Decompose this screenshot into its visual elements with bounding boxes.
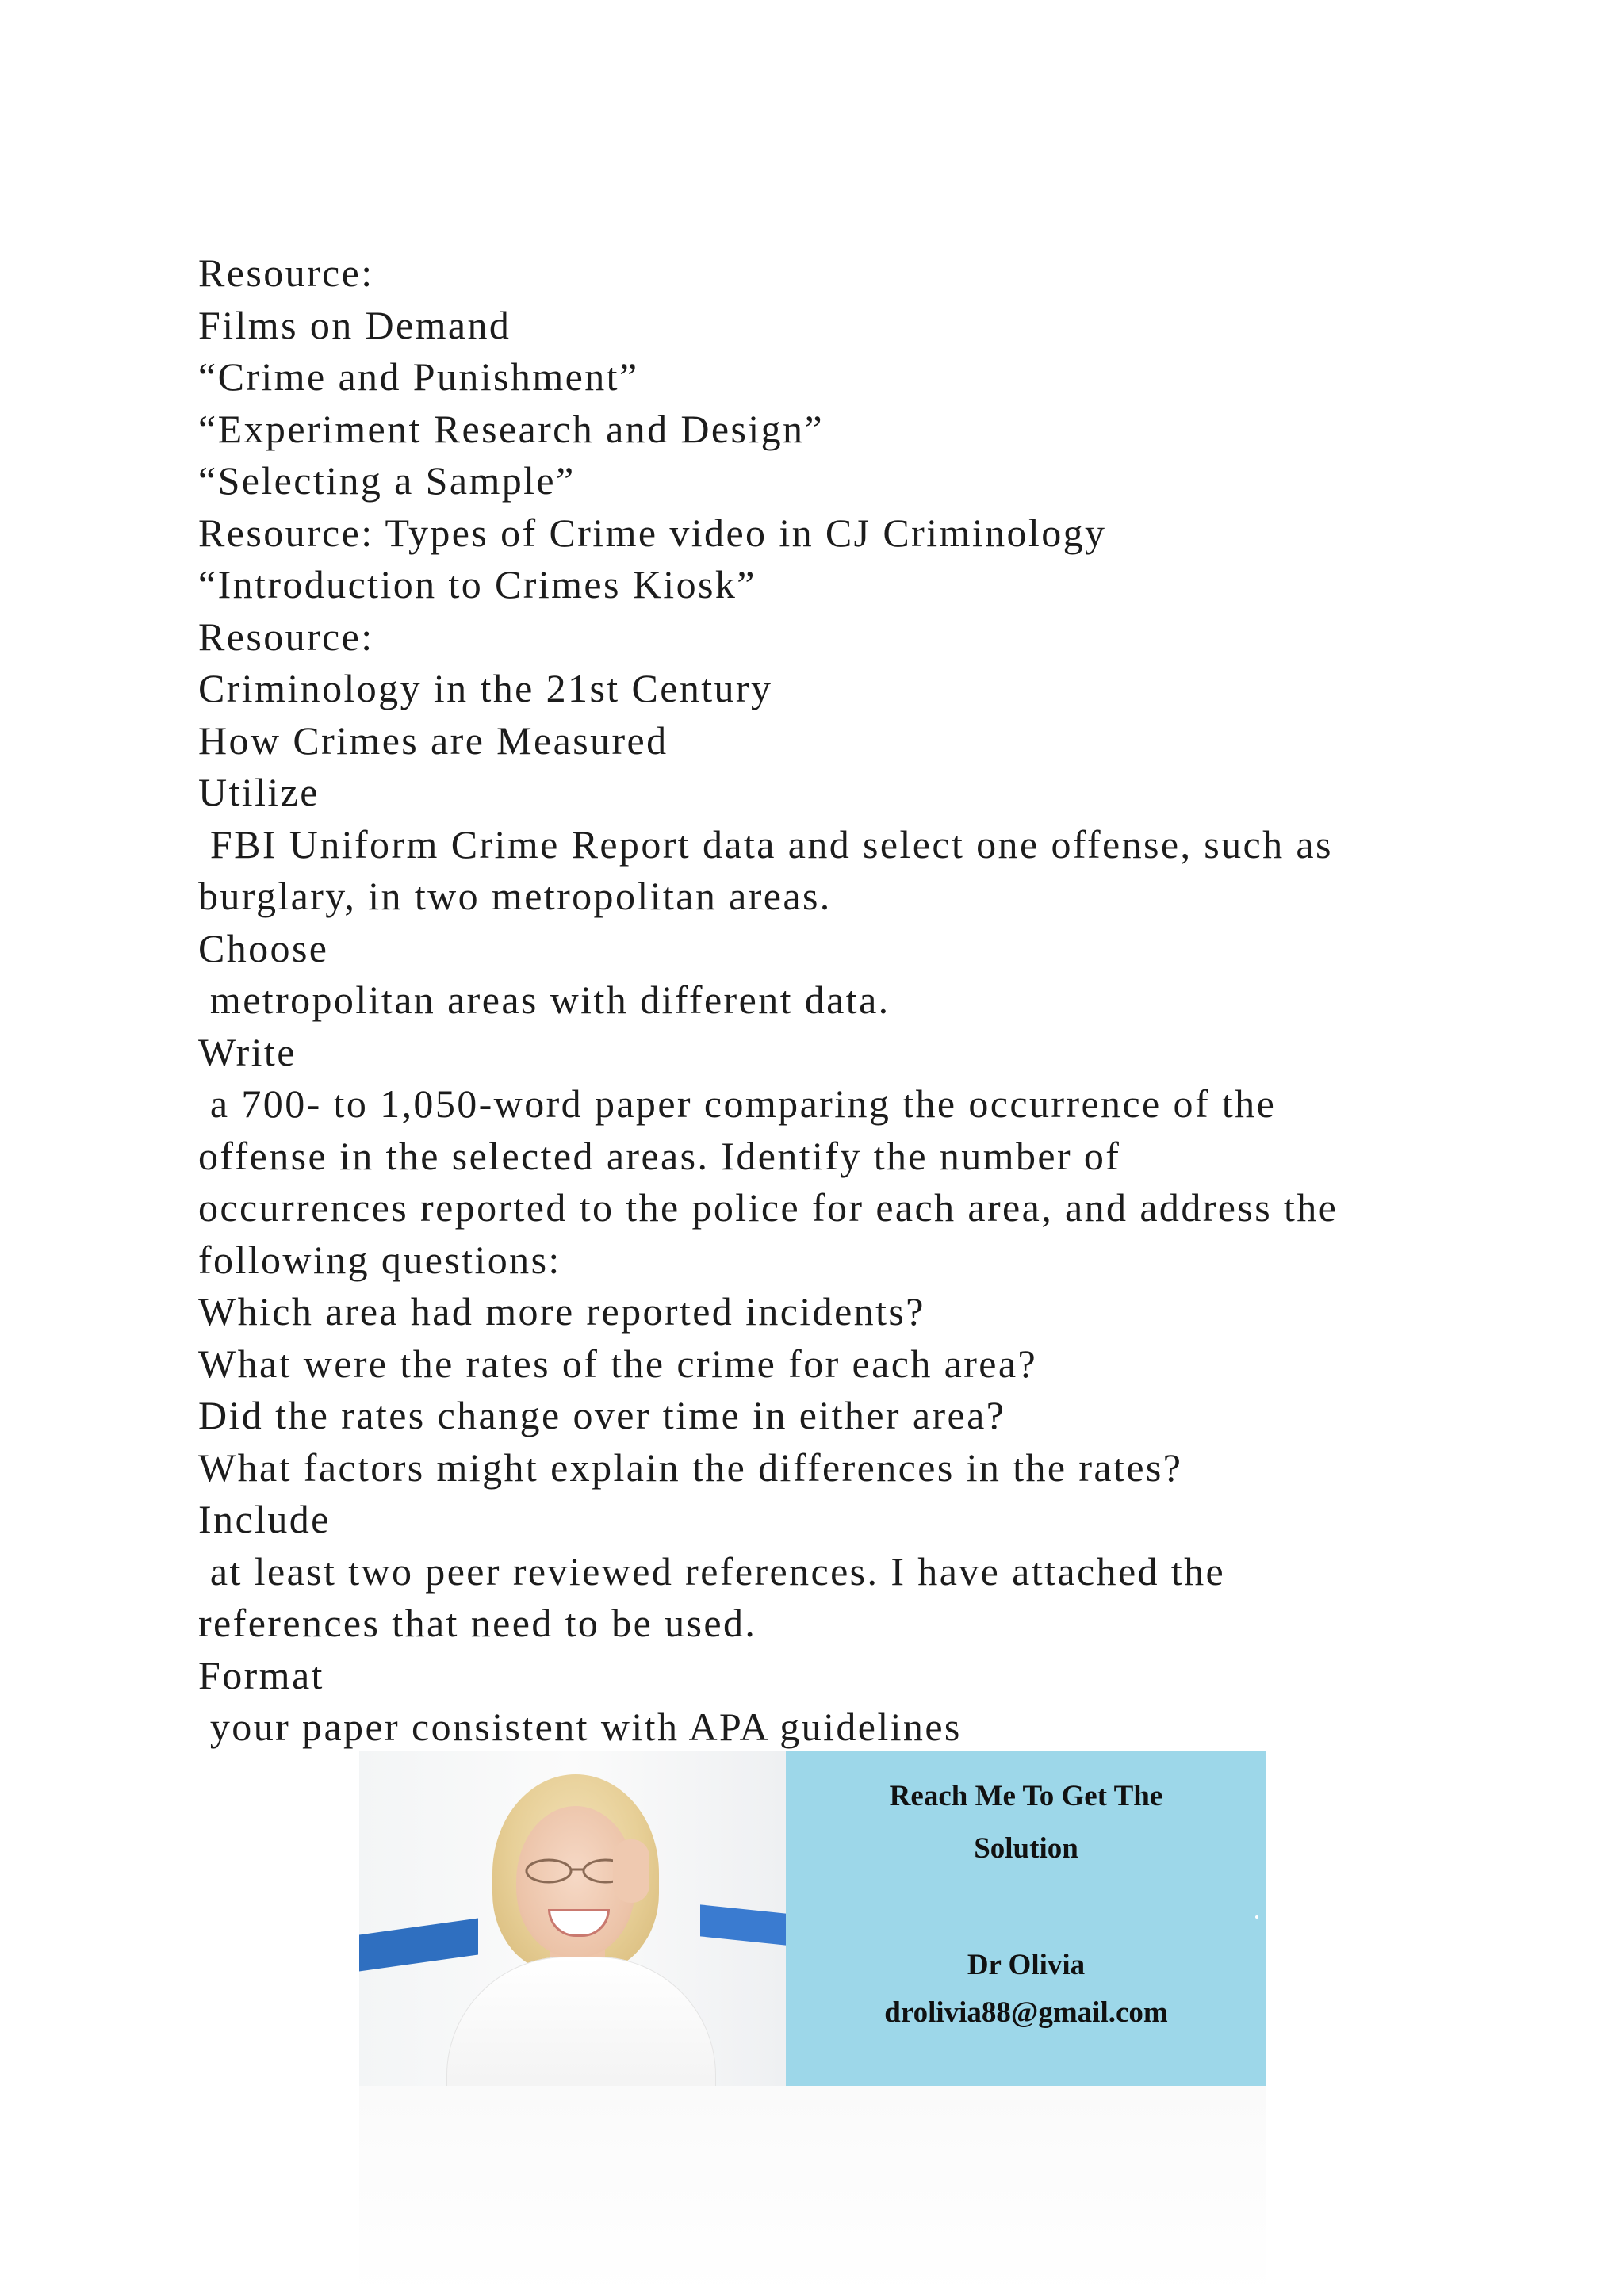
text-line: “Introduction to Crimes Kiosk”	[198, 562, 756, 607]
banner-heading-line2: Solution	[974, 1832, 1078, 1865]
text-line: Resource: Types of Crime video in CJ Criminology	[198, 510, 1107, 555]
contact-info-panel	[786, 1751, 1266, 2086]
text-line: Did the rates change over time in either area?	[198, 1393, 1006, 1437]
contact-name: Dr Olivia	[967, 1949, 1086, 1981]
text-line: burglary, in two metropolitan areas.	[198, 874, 832, 918]
contact-banner	[359, 1751, 1266, 2086]
text-line: How Crimes are Measured	[198, 718, 668, 763]
woman-with-glasses-photo	[359, 1751, 786, 2086]
text-line: “Experiment Research and Design”	[198, 406, 825, 451]
text-line: references that need to be used.	[198, 1601, 757, 1645]
text-line: Format	[198, 1652, 324, 1697]
document-body	[198, 247, 1435, 1754]
text-line: a 700- to 1,050-word paper comparing the occurrence of the	[198, 1081, 1277, 1126]
text-line: following questions:	[198, 1237, 561, 1282]
text-line: occurrences reported to the police for each area, and address the	[198, 1185, 1339, 1230]
text-line: Include	[198, 1497, 331, 1541]
text-line: What factors might explain the differences in the rates?	[198, 1445, 1183, 1490]
text-line: “Crime and Punishment”	[198, 354, 639, 399]
text-line: Resource:	[198, 614, 374, 659]
text-line: Utilize	[198, 770, 320, 814]
text-line: “Selecting a Sample”	[198, 458, 576, 503]
banner-heading-line1: Reach Me To Get The	[889, 1780, 1163, 1812]
text-line: offense in the selected areas. Identify the number of	[198, 1133, 1121, 1178]
text-line: your paper consistent with APA guidelines	[198, 1705, 962, 1749]
text-line: at least two peer reviewed references. I have attached the	[198, 1548, 1226, 1594]
text-line: Choose	[198, 925, 329, 970]
text-line: Films on Demand	[198, 302, 511, 347]
text-line: FBI Uniform Crime Report data and select one offense, such as	[198, 821, 1333, 867]
text-line: Write	[198, 1029, 297, 1074]
text-line: Criminology in the 21st Century	[198, 666, 773, 710]
text-line: metropolitan areas with different data.	[198, 978, 891, 1022]
contact-email: drolivia88@gmail.com	[884, 1996, 1168, 2029]
banner-shadow-area	[359, 2086, 1266, 2296]
text-line: Which area had more reported incidents?	[198, 1289, 925, 1334]
text-line: Resource:	[198, 251, 374, 295]
text-line: What were the rates of the crime for each area?	[198, 1341, 1038, 1386]
